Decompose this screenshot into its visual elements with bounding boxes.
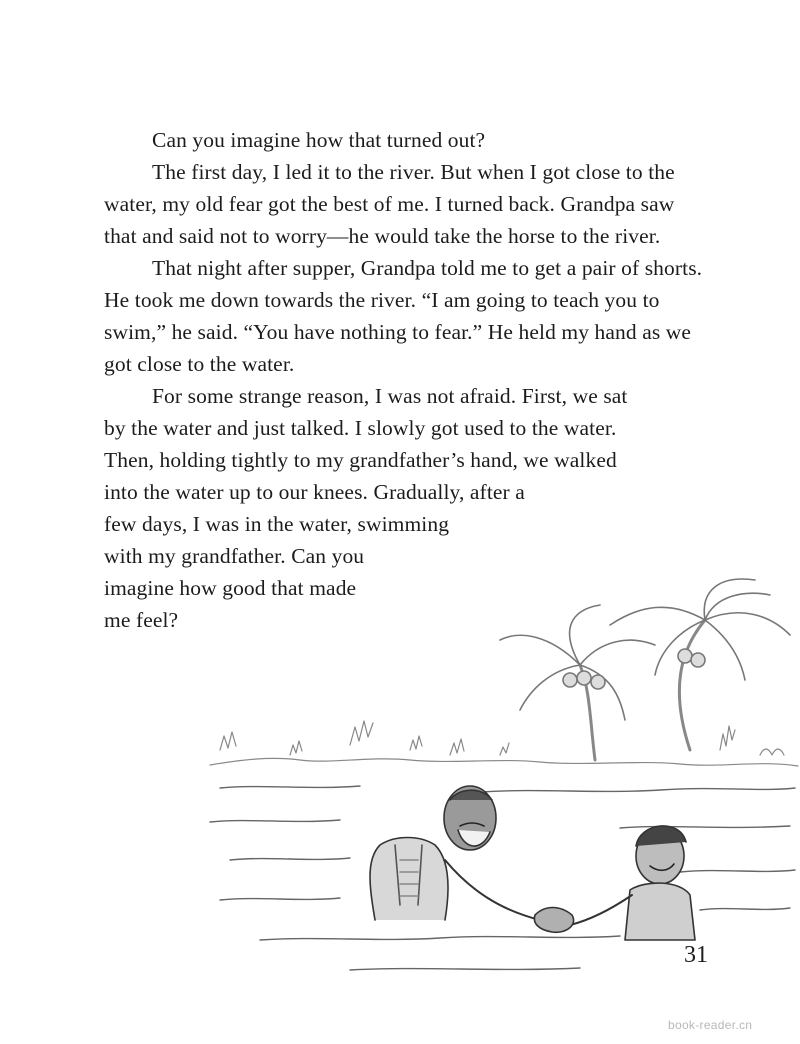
- paragraph-4-line: me feel?: [104, 608, 179, 632]
- paragraph-4-line: by the water and just talked. I slowly got used to the water.: [104, 416, 617, 440]
- paragraph-4-line: imagine how good that made: [104, 576, 357, 600]
- paragraph-4-line: Then, holding tightly to my grandfather’s hand, we walked: [104, 448, 617, 472]
- paragraph-4-line: into the water up to our knees. Gradually, after a: [104, 480, 525, 504]
- riverbank: [210, 721, 798, 766]
- paragraph-3: That night after supper, Grandpa told me to get a pair of shorts. He took me down towards the river. “I am going to teach you to swim,” he said. “You have nothing to fear.” He held my hand as we got close to the water.: [104, 256, 703, 376]
- palm-tree-icon: [610, 579, 790, 750]
- paragraph-4-line: with my grandfather. Can you: [104, 544, 365, 568]
- watermark: book-reader.cn: [668, 1018, 753, 1032]
- river-illustration: [200, 560, 800, 990]
- paragraph-2: The first day, I led it to the river. But when I got close to the water, my old fear got the best of me. I turned back. Grandpa saw that and said not to worry—he would take the horse to the river.: [104, 160, 675, 248]
- palm-tree-icon: [500, 605, 655, 760]
- paragraph-4-line: For some strange reason, I was not afraid. First, we sat: [152, 384, 628, 408]
- boy-figure: [570, 826, 695, 940]
- paragraph-4-line: few days, I was in the water, swimming: [104, 512, 450, 536]
- grandfather-figure: [370, 786, 540, 920]
- handshake: [534, 908, 573, 933]
- page-number: 31: [684, 942, 708, 968]
- paragraph-1: Can you imagine how that turned out?: [152, 128, 486, 152]
